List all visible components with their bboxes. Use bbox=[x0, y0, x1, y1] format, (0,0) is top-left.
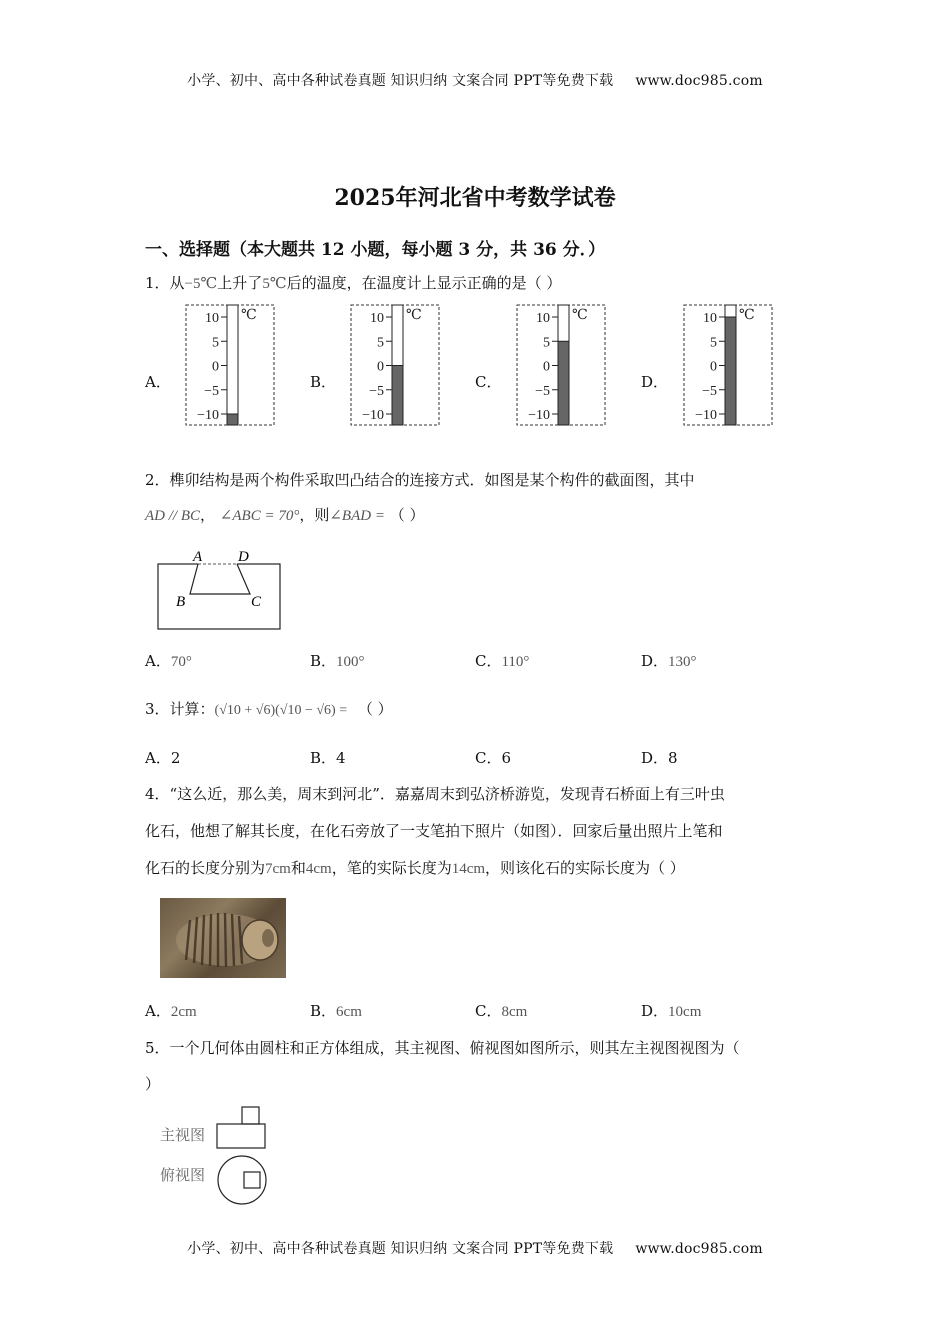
q4-option-b[interactable] bbox=[310, 1000, 362, 1021]
q2-sep: ， bbox=[200, 506, 216, 524]
thermometer-tick-label-a: −5 bbox=[204, 383, 219, 399]
question-4-line-3 bbox=[145, 857, 685, 880]
q4-math-3: 14cm bbox=[451, 861, 486, 877]
thermometer-tick-label-d: −10 bbox=[695, 408, 717, 423]
q4-option-b-value: 6cm bbox=[336, 1004, 362, 1020]
q1-option-c-letter[interactable]: C． bbox=[475, 373, 502, 391]
page-title: 2025年河北省中考数学试卷 bbox=[334, 185, 616, 211]
q2-option-b[interactable] bbox=[310, 650, 365, 671]
question-2-line-1: 2．榫卯结构是两个构件采取凹凸结合的连接方式．如图是某个构件的截面图，其中 bbox=[145, 471, 695, 489]
q2-label-b: B bbox=[176, 594, 186, 610]
q3-option-b[interactable] bbox=[310, 747, 346, 768]
thermometer-fill-c bbox=[558, 341, 569, 425]
q3-option-c[interactable] bbox=[475, 747, 511, 768]
thermometer-unit-c: ℃ bbox=[572, 308, 588, 323]
q1-option-b-letter[interactable]: B． bbox=[310, 373, 337, 391]
q3-option-d-letter: D． bbox=[641, 749, 669, 767]
q3-option-b-value: 4 bbox=[336, 749, 346, 767]
question-4-line-1: 4．“这么近，那么美，周末到河北”．嘉嘉周末到弘济桥游览，发现青石桥面上有三叶虫 bbox=[145, 785, 725, 803]
q1-option-b-thermometer[interactable] bbox=[350, 304, 442, 428]
thermometer-tick-label-a: 10 bbox=[205, 311, 219, 326]
question-2-line-2 bbox=[145, 504, 425, 527]
thermometer-tick-label-b: 5 bbox=[377, 335, 384, 351]
thermometer-unit-a: ℃ bbox=[241, 308, 257, 323]
q2-option-a-letter: A． bbox=[145, 652, 171, 670]
page-header bbox=[0, 70, 950, 90]
thermometer-tick-label-a: −10 bbox=[197, 408, 219, 423]
q1-option-d-thermometer[interactable] bbox=[683, 304, 775, 428]
q3-expression: (√10 + √6)(√10 − √6) = bbox=[214, 703, 348, 718]
q1-text-1: 1．从 bbox=[145, 274, 185, 292]
q3-option-d-value: 8 bbox=[668, 749, 678, 767]
q4-option-c-value: 8cm bbox=[501, 1004, 528, 1020]
header-url[interactable]: www.doc985.com bbox=[635, 73, 763, 89]
q2-math-question: ∠BAD = bbox=[329, 508, 385, 524]
q3-option-a[interactable] bbox=[145, 747, 180, 768]
header-text: 小学、初中、高中各种试卷真题 知识归纳 文案合同 PPT等免费下载 bbox=[187, 73, 614, 89]
thermometer-tick-label-b: −5 bbox=[369, 383, 384, 399]
thermometer-tick-label-c: 5 bbox=[543, 335, 550, 351]
q2-option-d[interactable] bbox=[641, 650, 697, 671]
thermometer-tick-label-d: 5 bbox=[710, 335, 717, 351]
q1-math-2: 5℃ bbox=[262, 276, 287, 292]
q1-text-3: 后的温度，在温度计上显示正确的是（ ） bbox=[286, 274, 562, 292]
q4-option-a-value: 2cm bbox=[170, 1004, 197, 1020]
section-heading: 一、选择题（本大题共 12 小题，每小题 3 分，共 36 分．） bbox=[145, 240, 606, 260]
q5-front-cube bbox=[242, 1107, 259, 1124]
thermometer-tick-label-a: 5 bbox=[212, 335, 219, 351]
q3-text-paren: （ ） bbox=[357, 700, 393, 718]
thermometer-fill-b bbox=[392, 366, 403, 426]
q1-option-c-thermometer[interactable] bbox=[516, 304, 608, 428]
q1-option-a-thermometer[interactable] bbox=[185, 304, 277, 428]
q1-math-1: −5℃ bbox=[184, 276, 218, 292]
q2-label-a: A bbox=[193, 549, 203, 565]
q4-text-c: ，笔的实际长度为 bbox=[331, 859, 452, 877]
thermometer-fill-a bbox=[227, 414, 238, 425]
thermometer-tick-label-b: 10 bbox=[370, 311, 384, 326]
q4-option-a[interactable] bbox=[145, 1000, 197, 1021]
q2-math-angle: ∠ABC = 70° bbox=[219, 508, 300, 524]
trilobite-photo bbox=[160, 898, 286, 978]
q1-option-a-letter[interactable]: A． bbox=[145, 373, 171, 391]
q2-label-d: D bbox=[238, 549, 249, 565]
thermometer-tick-label-d: 0 bbox=[710, 359, 717, 375]
thermometer-tick-label-b: −10 bbox=[362, 408, 384, 423]
q2-option-c-value: 110° bbox=[501, 654, 530, 670]
q5-front-view-label: 主视图 bbox=[160, 1126, 206, 1144]
q2-math-parallel: AD // BC bbox=[145, 508, 200, 524]
q2-option-d-letter: D． bbox=[641, 652, 669, 670]
thermometer-tick-label-d: −5 bbox=[702, 383, 717, 399]
q2-figure bbox=[150, 544, 290, 636]
q2-option-d-value: 130° bbox=[668, 654, 697, 670]
q4-option-d[interactable] bbox=[641, 1000, 701, 1021]
footer-url[interactable]: www.doc985.com bbox=[635, 1241, 763, 1257]
q2-option-b-value: 100° bbox=[336, 654, 365, 670]
thermometer-tube-a bbox=[227, 305, 238, 425]
q2-option-c-letter: C． bbox=[475, 652, 502, 670]
q2-trapezoid bbox=[190, 564, 250, 594]
question-5-line-1: 5．一个几何体由圆柱和正方体组成，其主视图、俯视图如图所示，则其左主视图视图为（ bbox=[145, 1039, 740, 1057]
question-4-line-2: 化石，他想了解其长度，在化石旁放了一支笔拍下照片（如图）．回家后量出照片上笔和 bbox=[145, 822, 723, 840]
q2-label-c: C bbox=[251, 594, 262, 610]
q3-option-d[interactable] bbox=[641, 747, 678, 768]
q5-top-cylinder bbox=[218, 1156, 266, 1204]
thermometer-tick-label-c: 0 bbox=[543, 359, 550, 375]
question-3-stem bbox=[145, 698, 393, 722]
q3-text-1: 3．计算： bbox=[145, 700, 215, 718]
q4-option-a-letter: A． bbox=[145, 1002, 171, 1020]
q5-front-cylinder bbox=[217, 1124, 265, 1148]
q1-option-d-letter[interactable]: D． bbox=[641, 373, 669, 391]
q3-option-c-value: 6 bbox=[501, 749, 512, 767]
q4-text-b: 和 bbox=[290, 859, 306, 877]
thermometer-fill-d bbox=[725, 317, 736, 425]
q5-views-figure bbox=[212, 1104, 272, 1208]
q3-option-a-letter: A． bbox=[145, 749, 171, 767]
q4-option-c[interactable] bbox=[475, 1000, 527, 1021]
q2-option-a-value: 70° bbox=[170, 654, 192, 670]
thermometer-tick-label-a: 0 bbox=[212, 359, 219, 375]
q4-text-d: ，则该化石的实际长度为（ ） bbox=[485, 859, 685, 877]
thermometer-unit-d: ℃ bbox=[739, 308, 755, 323]
question-5-line-2: ） bbox=[145, 1075, 161, 1093]
q4-option-d-letter: D． bbox=[641, 1002, 669, 1020]
q4-option-d-value: 10cm bbox=[668, 1004, 702, 1020]
thermometer-tick-label-b: 0 bbox=[377, 359, 384, 375]
thermometer-tick-label-c: −5 bbox=[535, 383, 550, 399]
q2-text-then: ，则 bbox=[299, 506, 330, 524]
thermometer-tick-label-c: 10 bbox=[536, 311, 550, 326]
q3-option-a-value: 2 bbox=[170, 749, 181, 767]
q1-text-2: 上升了 bbox=[217, 274, 263, 292]
q2-option-a[interactable] bbox=[145, 650, 192, 671]
page-footer bbox=[0, 1238, 950, 1258]
question-1-stem bbox=[145, 272, 561, 295]
q5-top-cube bbox=[244, 1172, 260, 1188]
q2-option-c[interactable] bbox=[475, 650, 529, 671]
q2-option-b-letter: B． bbox=[310, 652, 337, 670]
thermometer-unit-b: ℃ bbox=[406, 308, 422, 323]
q4-math-2: 4cm bbox=[305, 861, 332, 877]
q4-math-1: 7cm bbox=[265, 861, 291, 877]
q4-text-a: 化石的长度分别为 bbox=[145, 859, 266, 877]
q2-text-paren: （ ） bbox=[389, 506, 425, 524]
thermometer-tick-label-c: −10 bbox=[528, 408, 550, 423]
q5-top-view-label: 俯视图 bbox=[160, 1166, 206, 1184]
thermometer-tick-label-d: 10 bbox=[703, 311, 717, 326]
q4-option-b-letter: B． bbox=[310, 1002, 337, 1020]
trilobite-image bbox=[160, 898, 286, 978]
q3-option-b-letter: B． bbox=[310, 749, 337, 767]
footer-text: 小学、初中、高中各种试卷真题 知识归纳 文案合同 PPT等免费下载 bbox=[187, 1241, 614, 1257]
q3-option-c-letter: C． bbox=[475, 749, 502, 767]
q4-option-c-letter: C． bbox=[475, 1002, 502, 1020]
